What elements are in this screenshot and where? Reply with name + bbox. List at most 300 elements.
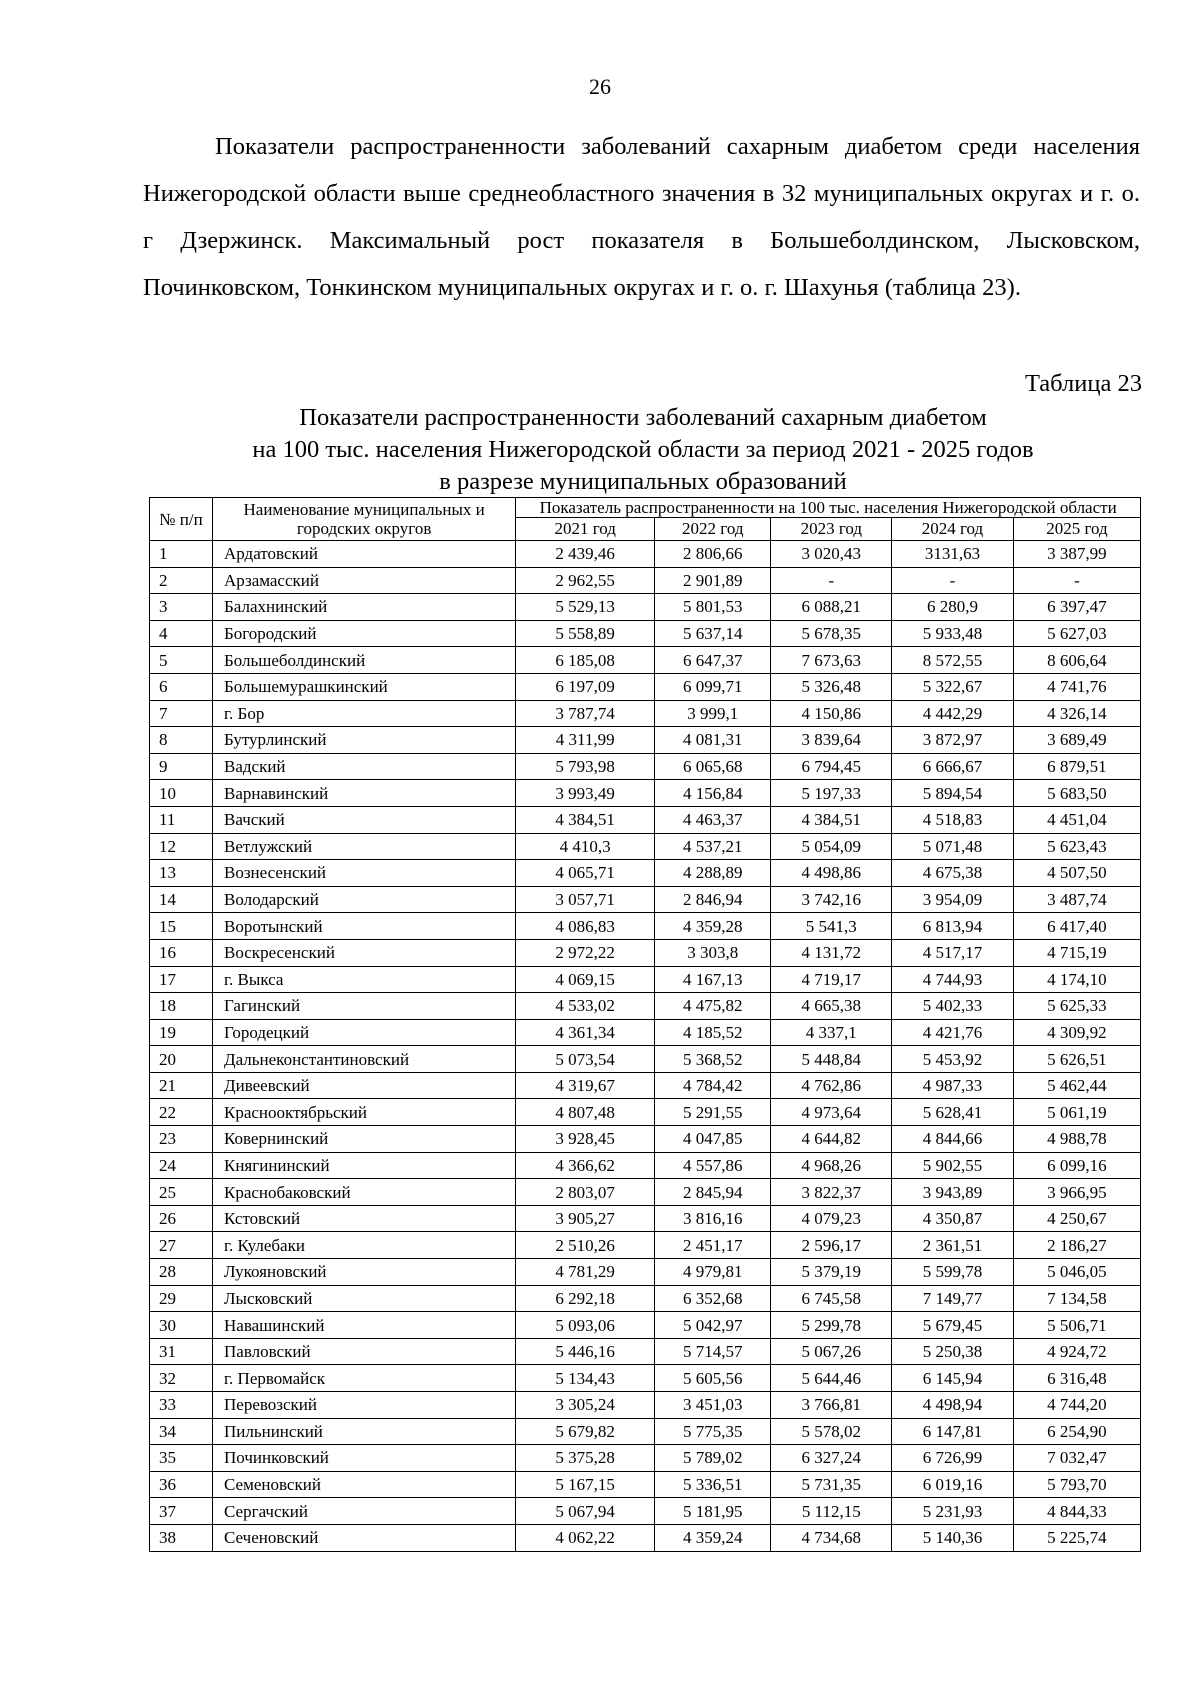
value-cell: 3131,63 — [892, 541, 1014, 568]
value-cell: 5 506,71 — [1013, 1312, 1140, 1339]
district-name: Дальнеконстантиновский — [213, 1046, 516, 1073]
district-name: Вадский — [213, 753, 516, 780]
table-row — [150, 860, 1141, 887]
header-year: 2021 год — [516, 518, 655, 541]
value-cell: 6 254,90 — [1013, 1418, 1140, 1445]
value-cell: 8 572,55 — [892, 647, 1014, 674]
row-number: 29 — [150, 1285, 213, 1312]
value-cell: 5 112,15 — [771, 1498, 892, 1525]
value-cell: 7 149,77 — [892, 1285, 1014, 1312]
header-num: № п/п — [150, 498, 213, 541]
value-cell: 3 943,89 — [892, 1179, 1014, 1206]
table-row — [150, 1232, 1141, 1259]
row-number: 7 — [150, 700, 213, 727]
value-cell: 5 061,19 — [1013, 1099, 1140, 1126]
value-cell: 2 186,27 — [1013, 1232, 1140, 1259]
table-row — [150, 1498, 1141, 1525]
value-cell: 2 806,66 — [655, 541, 771, 568]
value-cell: 2 972,22 — [516, 939, 655, 966]
value-cell: 4 781,29 — [516, 1259, 655, 1286]
value-cell: 5 453,92 — [892, 1046, 1014, 1073]
table-row — [150, 1312, 1141, 1339]
value-cell: 8 606,64 — [1013, 647, 1140, 674]
row-number: 13 — [150, 860, 213, 887]
value-cell: 4 326,14 — [1013, 700, 1140, 727]
value-cell: - — [1013, 567, 1140, 594]
district-name: Лысковский — [213, 1285, 516, 1312]
value-cell: 4 167,13 — [655, 966, 771, 993]
value-cell: 4 784,42 — [655, 1072, 771, 1099]
value-cell: 4 156,84 — [655, 780, 771, 807]
district-name: Краснобаковский — [213, 1179, 516, 1206]
table-row — [150, 1126, 1141, 1153]
value-cell: 6 879,51 — [1013, 753, 1140, 780]
row-number: 33 — [150, 1392, 213, 1419]
value-cell: - — [771, 567, 892, 594]
row-number: 18 — [150, 993, 213, 1020]
value-cell: 5 067,26 — [771, 1338, 892, 1365]
district-name: Гагинский — [213, 993, 516, 1020]
value-cell: 5 368,52 — [655, 1046, 771, 1073]
value-cell: 3 487,74 — [1013, 886, 1140, 913]
row-number: 20 — [150, 1046, 213, 1073]
value-cell: 4 517,17 — [892, 939, 1014, 966]
value-cell: 4 844,66 — [892, 1126, 1014, 1153]
value-cell: 4 047,85 — [655, 1126, 771, 1153]
value-cell: 5 462,44 — [1013, 1072, 1140, 1099]
table-label: Таблица 23 — [1024, 370, 1142, 397]
value-cell: 5 322,67 — [892, 673, 1014, 700]
value-cell: 5 902,55 — [892, 1152, 1014, 1179]
value-cell: 5 140,36 — [892, 1524, 1014, 1551]
value-cell: 6 099,71 — [655, 673, 771, 700]
table-row — [150, 620, 1141, 647]
district-name: Ковернинский — [213, 1126, 516, 1153]
value-cell: 6 197,09 — [516, 673, 655, 700]
district-name: Володарский — [213, 886, 516, 913]
value-cell: 3 954,09 — [892, 886, 1014, 913]
table-row — [150, 1179, 1141, 1206]
table-row — [150, 833, 1141, 860]
row-number: 37 — [150, 1498, 213, 1525]
row-number: 28 — [150, 1259, 213, 1286]
value-cell: 5 375,28 — [516, 1445, 655, 1472]
value-cell: 4 288,89 — [655, 860, 771, 887]
district-name: г. Выкса — [213, 966, 516, 993]
value-cell: 4 410,3 — [516, 833, 655, 860]
value-cell: 3 689,49 — [1013, 727, 1140, 754]
value-cell: 4 086,83 — [516, 913, 655, 940]
header-indicator-group: Показатель распространенности на 100 тыс. населения Нижегородской области — [516, 498, 1141, 518]
district-name: Варнавинский — [213, 780, 516, 807]
value-cell: 4 973,64 — [771, 1099, 892, 1126]
row-number: 26 — [150, 1205, 213, 1232]
value-cell: 4 744,20 — [1013, 1392, 1140, 1419]
value-cell: 4 968,26 — [771, 1152, 892, 1179]
value-cell: 4 537,21 — [655, 833, 771, 860]
value-cell: 5 626,51 — [1013, 1046, 1140, 1073]
value-cell: 4 311,99 — [516, 727, 655, 754]
district-name: Богородский — [213, 620, 516, 647]
district-name: Починковский — [213, 1445, 516, 1472]
value-cell: 6 065,68 — [655, 753, 771, 780]
district-name: г. Кулебаки — [213, 1232, 516, 1259]
value-cell: 3 766,81 — [771, 1392, 892, 1419]
table-row — [150, 780, 1141, 807]
value-cell: 4 498,94 — [892, 1392, 1014, 1419]
value-cell: 4 384,51 — [516, 806, 655, 833]
value-cell: 5 605,56 — [655, 1365, 771, 1392]
value-cell: 6 327,24 — [771, 1445, 892, 1472]
row-number: 23 — [150, 1126, 213, 1153]
value-cell: 2 803,07 — [516, 1179, 655, 1206]
value-cell: 5 558,89 — [516, 620, 655, 647]
district-name: г. Бор — [213, 700, 516, 727]
value-cell: 5 073,54 — [516, 1046, 655, 1073]
table-row — [150, 1099, 1141, 1126]
value-cell: 4 384,51 — [771, 806, 892, 833]
district-name: Сеченовский — [213, 1524, 516, 1551]
value-cell: 4 361,34 — [516, 1019, 655, 1046]
row-number: 9 — [150, 753, 213, 780]
value-cell: 5 167,15 — [516, 1471, 655, 1498]
value-cell: 5 894,54 — [892, 780, 1014, 807]
row-number: 21 — [150, 1072, 213, 1099]
row-number: 27 — [150, 1232, 213, 1259]
table-row — [150, 886, 1141, 913]
row-number: 5 — [150, 647, 213, 674]
value-cell: 4 644,82 — [771, 1126, 892, 1153]
value-cell: 5 775,35 — [655, 1418, 771, 1445]
value-cell: 5 529,13 — [516, 594, 655, 621]
value-cell: 6 088,21 — [771, 594, 892, 621]
value-cell: 5 623,43 — [1013, 833, 1140, 860]
district-name: Дивеевский — [213, 1072, 516, 1099]
value-cell: 5 042,97 — [655, 1312, 771, 1339]
table-row — [150, 594, 1141, 621]
table-row — [150, 993, 1141, 1020]
value-cell: 5 250,38 — [892, 1338, 1014, 1365]
value-cell: 2 510,26 — [516, 1232, 655, 1259]
value-cell: 3 999,1 — [655, 700, 771, 727]
page-number: 26 — [589, 74, 611, 99]
value-cell: 6 099,16 — [1013, 1152, 1140, 1179]
table-row — [150, 1445, 1141, 1472]
value-cell: 5 402,33 — [892, 993, 1014, 1020]
value-cell: 6 316,48 — [1013, 1365, 1140, 1392]
caption-line-1: Показатели распространенности заболеваний сахарным диабетом — [299, 404, 987, 431]
value-cell: 4 987,33 — [892, 1072, 1014, 1099]
table-row — [150, 966, 1141, 993]
value-cell: 5 683,50 — [1013, 780, 1140, 807]
value-cell: 5 093,06 — [516, 1312, 655, 1339]
value-cell: 6 280,9 — [892, 594, 1014, 621]
value-cell: 3 303,8 — [655, 939, 771, 966]
table-row — [150, 1046, 1141, 1073]
value-cell: 5 628,41 — [892, 1099, 1014, 1126]
row-number: 10 — [150, 780, 213, 807]
row-number: 19 — [150, 1019, 213, 1046]
value-cell: 2 901,89 — [655, 567, 771, 594]
value-cell: 5 578,02 — [771, 1418, 892, 1445]
value-cell: 5 299,78 — [771, 1312, 892, 1339]
row-number: 1 — [150, 541, 213, 568]
value-cell: 3 872,97 — [892, 727, 1014, 754]
district-name: Краснооктябрьский — [213, 1099, 516, 1126]
district-name: Пильнинский — [213, 1418, 516, 1445]
value-cell: 3 387,99 — [1013, 541, 1140, 568]
value-cell: 5 448,84 — [771, 1046, 892, 1073]
value-cell: 3 839,64 — [771, 727, 892, 754]
value-cell: 6 794,45 — [771, 753, 892, 780]
table-row — [150, 1524, 1141, 1551]
table-row — [150, 913, 1141, 940]
row-number: 4 — [150, 620, 213, 647]
value-cell: 4 715,19 — [1013, 939, 1140, 966]
value-cell: 5 071,48 — [892, 833, 1014, 860]
row-number: 3 — [150, 594, 213, 621]
value-cell: 4 988,78 — [1013, 1126, 1140, 1153]
district-name: Кстовский — [213, 1205, 516, 1232]
value-cell: 2 845,94 — [655, 1179, 771, 1206]
row-number: 22 — [150, 1099, 213, 1126]
value-cell: 5 197,33 — [771, 780, 892, 807]
value-cell: 5 046,05 — [1013, 1259, 1140, 1286]
value-cell: 2 596,17 — [771, 1232, 892, 1259]
value-cell: 4 081,31 — [655, 727, 771, 754]
prevalence-table — [149, 497, 1141, 1552]
value-cell: 5 067,94 — [516, 1498, 655, 1525]
value-cell: 4 174,10 — [1013, 966, 1140, 993]
table-caption — [143, 402, 1143, 498]
value-cell: 4 675,38 — [892, 860, 1014, 887]
caption-line-3: в разрезе муниципальных образований — [439, 468, 847, 495]
intro-paragraph: Показатели распространенности заболеваний сахарным диабетом среди населения Нижегородской области выше среднеобластного значения в 32 муниципальных округах и г. о. г Дзержинск. Максимальный рост показателя в Большеболдинском, Лысковском, Починковском, Тонкинском муниципальных округах и г. о. г. Шахунья (таблица 23). — [143, 133, 1140, 301]
value-cell: 4 924,72 — [1013, 1338, 1140, 1365]
value-cell: 4 741,76 — [1013, 673, 1140, 700]
value-cell: 6 726,99 — [892, 1445, 1014, 1472]
value-cell: 2 846,94 — [655, 886, 771, 913]
table-row — [150, 1418, 1141, 1445]
row-number: 25 — [150, 1179, 213, 1206]
value-cell: 5 731,35 — [771, 1471, 892, 1498]
district-name: г. Первомайск — [213, 1365, 516, 1392]
header-year: 2023 год — [771, 518, 892, 541]
value-cell: 6 745,58 — [771, 1285, 892, 1312]
value-cell: 4 359,28 — [655, 913, 771, 940]
value-cell: 3 993,49 — [516, 780, 655, 807]
value-cell: 6 352,68 — [655, 1285, 771, 1312]
district-name: Лукояновский — [213, 1259, 516, 1286]
value-cell: 4 442,29 — [892, 700, 1014, 727]
row-number: 31 — [150, 1338, 213, 1365]
value-cell: 6 417,40 — [1013, 913, 1140, 940]
table-row — [150, 1392, 1141, 1419]
district-name: Арзамасский — [213, 567, 516, 594]
table-row — [150, 1072, 1141, 1099]
value-cell: 5 933,48 — [892, 620, 1014, 647]
value-cell: 3 451,03 — [655, 1392, 771, 1419]
value-cell: 4 762,86 — [771, 1072, 892, 1099]
value-cell: 5 326,48 — [771, 673, 892, 700]
district-name: Бутурлинский — [213, 727, 516, 754]
value-cell: 3 928,45 — [516, 1126, 655, 1153]
district-name: Семеновский — [213, 1471, 516, 1498]
table-row — [150, 753, 1141, 780]
value-cell: 5 678,35 — [771, 620, 892, 647]
table-row — [150, 700, 1141, 727]
value-cell: 6 145,94 — [892, 1365, 1014, 1392]
district-name: Воротынский — [213, 913, 516, 940]
value-cell: 4 069,15 — [516, 966, 655, 993]
district-name: Ветлужский — [213, 833, 516, 860]
value-cell: - — [892, 567, 1014, 594]
value-cell: 4 498,86 — [771, 860, 892, 887]
value-cell: 3 020,43 — [771, 541, 892, 568]
value-cell: 3 822,37 — [771, 1179, 892, 1206]
value-cell: 4 250,67 — [1013, 1205, 1140, 1232]
value-cell: 6 666,67 — [892, 753, 1014, 780]
value-cell: 4 719,17 — [771, 966, 892, 993]
value-cell: 7 673,63 — [771, 647, 892, 674]
row-number: 16 — [150, 939, 213, 966]
value-cell: 4 131,72 — [771, 939, 892, 966]
value-cell: 4 319,67 — [516, 1072, 655, 1099]
row-number: 17 — [150, 966, 213, 993]
row-number: 15 — [150, 913, 213, 940]
district-name: Вознесенский — [213, 860, 516, 887]
value-cell: 4 062,22 — [516, 1524, 655, 1551]
value-cell: 4 366,62 — [516, 1152, 655, 1179]
table-row — [150, 567, 1141, 594]
value-cell: 5 379,19 — [771, 1259, 892, 1286]
row-number: 11 — [150, 806, 213, 833]
value-cell: 4 807,48 — [516, 1099, 655, 1126]
value-cell: 5 054,09 — [771, 833, 892, 860]
value-cell: 4 309,92 — [1013, 1019, 1140, 1046]
district-name: Перевозский — [213, 1392, 516, 1419]
value-cell: 5 541,3 — [771, 913, 892, 940]
row-number: 8 — [150, 727, 213, 754]
header-year: 2025 год — [1013, 518, 1140, 541]
row-number: 12 — [150, 833, 213, 860]
table-row — [150, 1259, 1141, 1286]
district-name: Вачский — [213, 806, 516, 833]
table-row — [150, 1019, 1141, 1046]
value-cell: 3 057,71 — [516, 886, 655, 913]
value-cell: 5 627,03 — [1013, 620, 1140, 647]
value-cell: 4 463,37 — [655, 806, 771, 833]
district-name: Ардатовский — [213, 541, 516, 568]
value-cell: 3 742,16 — [771, 886, 892, 913]
district-name: Воскресенский — [213, 939, 516, 966]
value-cell: 4 979,81 — [655, 1259, 771, 1286]
table-row — [150, 727, 1141, 754]
value-cell: 5 789,02 — [655, 1445, 771, 1472]
value-cell: 6 813,94 — [892, 913, 1014, 940]
header-year: 2022 год — [655, 518, 771, 541]
value-cell: 3 966,95 — [1013, 1179, 1140, 1206]
district-name: Княгининский — [213, 1152, 516, 1179]
value-cell: 4 359,24 — [655, 1524, 771, 1551]
value-cell: 5 291,55 — [655, 1099, 771, 1126]
table-row — [150, 1338, 1141, 1365]
district-name: Большемурашкинский — [213, 673, 516, 700]
table-row — [150, 1152, 1141, 1179]
value-cell: 4 475,82 — [655, 993, 771, 1020]
value-cell: 6 019,16 — [892, 1471, 1014, 1498]
value-cell: 4 744,93 — [892, 966, 1014, 993]
value-cell: 5 679,82 — [516, 1418, 655, 1445]
value-cell: 4 451,04 — [1013, 806, 1140, 833]
district-name: Сергачский — [213, 1498, 516, 1525]
value-cell: 5 637,14 — [655, 620, 771, 647]
value-cell: 4 185,52 — [655, 1019, 771, 1046]
row-number: 38 — [150, 1524, 213, 1551]
row-number: 6 — [150, 673, 213, 700]
district-name: Большеболдинский — [213, 647, 516, 674]
value-cell: 4 518,83 — [892, 806, 1014, 833]
value-cell: 4 150,86 — [771, 700, 892, 727]
value-cell: 5 446,16 — [516, 1338, 655, 1365]
row-number: 30 — [150, 1312, 213, 1339]
value-cell: 3 816,16 — [655, 1205, 771, 1232]
district-name: Навашинский — [213, 1312, 516, 1339]
value-cell: 3 305,24 — [516, 1392, 655, 1419]
value-cell: 5 714,57 — [655, 1338, 771, 1365]
caption-line-2: на 100 тыс. населения Нижегородской области за период 2021 - 2025 годов — [252, 436, 1034, 463]
table-row — [150, 1471, 1141, 1498]
value-cell: 6 147,81 — [892, 1418, 1014, 1445]
value-cell: 5 225,74 — [1013, 1524, 1140, 1551]
table-body — [150, 541, 1141, 1552]
row-number: 34 — [150, 1418, 213, 1445]
row-number: 36 — [150, 1471, 213, 1498]
value-cell: 6 185,08 — [516, 647, 655, 674]
value-cell: 4 507,50 — [1013, 860, 1140, 887]
table-row — [150, 647, 1141, 674]
table-row — [150, 673, 1141, 700]
row-number: 14 — [150, 886, 213, 913]
value-cell: 2 439,46 — [516, 541, 655, 568]
value-cell: 3 787,74 — [516, 700, 655, 727]
value-cell: 6 292,18 — [516, 1285, 655, 1312]
district-name: Балахнинский — [213, 594, 516, 621]
table-row — [150, 1205, 1141, 1232]
value-cell: 4 421,76 — [892, 1019, 1014, 1046]
value-cell: 3 905,27 — [516, 1205, 655, 1232]
value-cell: 5 231,93 — [892, 1498, 1014, 1525]
row-number: 35 — [150, 1445, 213, 1472]
value-cell: 5 793,70 — [1013, 1471, 1140, 1498]
value-cell: 5 644,46 — [771, 1365, 892, 1392]
table-row — [150, 939, 1141, 966]
table-row — [150, 541, 1141, 568]
header-name: Наименование муниципальных и городских округов — [213, 498, 516, 541]
value-cell: 2 361,51 — [892, 1232, 1014, 1259]
value-cell: 2 962,55 — [516, 567, 655, 594]
value-cell: 4 734,68 — [771, 1524, 892, 1551]
value-cell: 4 079,23 — [771, 1205, 892, 1232]
header-year: 2024 год — [892, 518, 1014, 541]
value-cell: 4 065,71 — [516, 860, 655, 887]
value-cell: 4 557,86 — [655, 1152, 771, 1179]
row-number: 2 — [150, 567, 213, 594]
value-cell: 5 336,51 — [655, 1471, 771, 1498]
value-cell: 4 337,1 — [771, 1019, 892, 1046]
value-cell: 2 451,17 — [655, 1232, 771, 1259]
value-cell: 6 397,47 — [1013, 594, 1140, 621]
